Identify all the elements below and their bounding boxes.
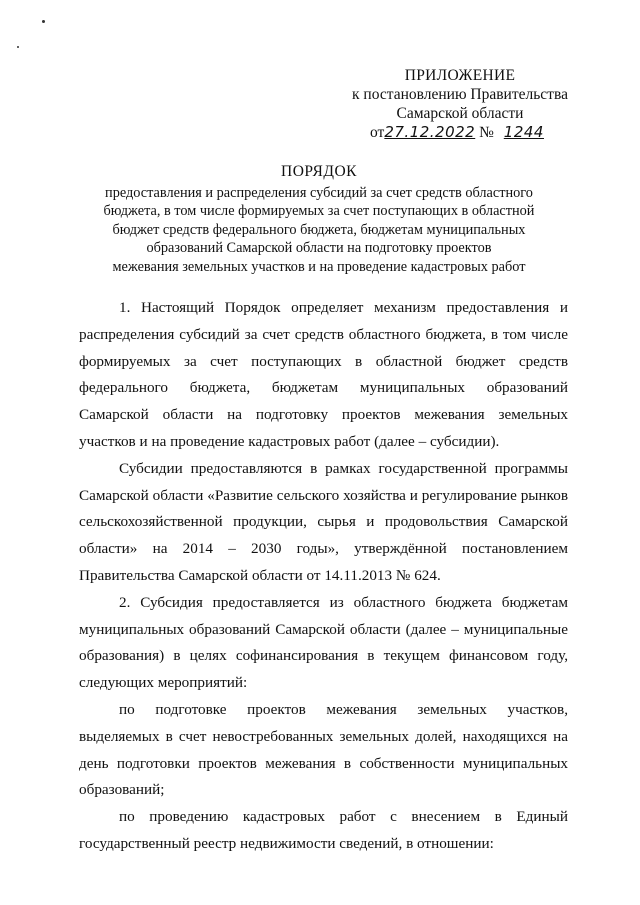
document-subtitle-line: предоставления и распределения субсидий за счет средств областного [105,184,533,201]
handwritten-number: 1244 [503,123,544,141]
appendix-block [330,66,590,142]
document-heading [60,163,578,277]
paragraph-subsidies: Субсидии предоставляются в рамках государственной программы Самарской области «Развитие сельского хозяйства и регулирование рынков сельскохозяйственной продукции, сырья и продовольствия Самарской области» на 2014 – 2030 годы», утверждённой постановлением Правительства Самарской области от 14.11.2013 № 624. [79,459,568,584]
document-subtitle-line: образований Самарской области на подготовку проектов [146,240,492,257]
appendix-date-line [370,123,550,142]
date-prefix: от [370,124,385,141]
number-prefix: № [479,124,494,141]
appendix-title: ПРИЛОЖЕНИЕ [404,67,516,84]
scan-artifact-dot [17,46,19,48]
handwritten-date: 27.12.2022 [384,123,476,141]
appendix-line-region: Самарской области [396,105,524,122]
appendix-line-resolution: к постановлению Правительства [352,86,568,103]
paragraph-1: 1. Настоящий Порядок определяет механизм предоставления и распределения субсидий за счет средств областного бюджета, в том числе формируемых за счет поступающих в областной бюджет средств федерального бюджета, бюджетам муниципальных образований Самарской области на подготовку проектов межевания земельных участков и на проведение кадастровых работ (далее – субсидии). [79,299,568,450]
document-subtitle-line: бюджета, в том числе формируемых за счет поступающих в областной [103,203,535,220]
document-subtitle-line: бюджет средств федерального бюджета, бюджетам муниципальных [112,221,526,238]
paragraph-survey-projects: по подготовке проектов межевания земельных участков, выделяемых в счет невостребованных земельных долей, находящихся на день подготовки проектов межевания в собственности муниципальных образований; [79,700,568,799]
paragraph-2: 2. Субсидия предоставляется из областного бюджета бюджетам муниципальных образований Самарской области (далее – муниципальные образования) в целях софинансирования в текущем финансовом году, следующих мероприятий: [79,593,568,692]
document-body [79,295,568,858]
scan-artifact-dot [42,20,45,23]
document-title: ПОРЯДОК [281,163,357,180]
paragraph-cadastral-works: по проведению кадастровых работ с внесением в Единый государственный реестр недвижимости сведений, в отношении: [79,808,568,852]
document-subtitle-line: межевания земельных участков и на проведение кадастровых работ [112,258,526,275]
